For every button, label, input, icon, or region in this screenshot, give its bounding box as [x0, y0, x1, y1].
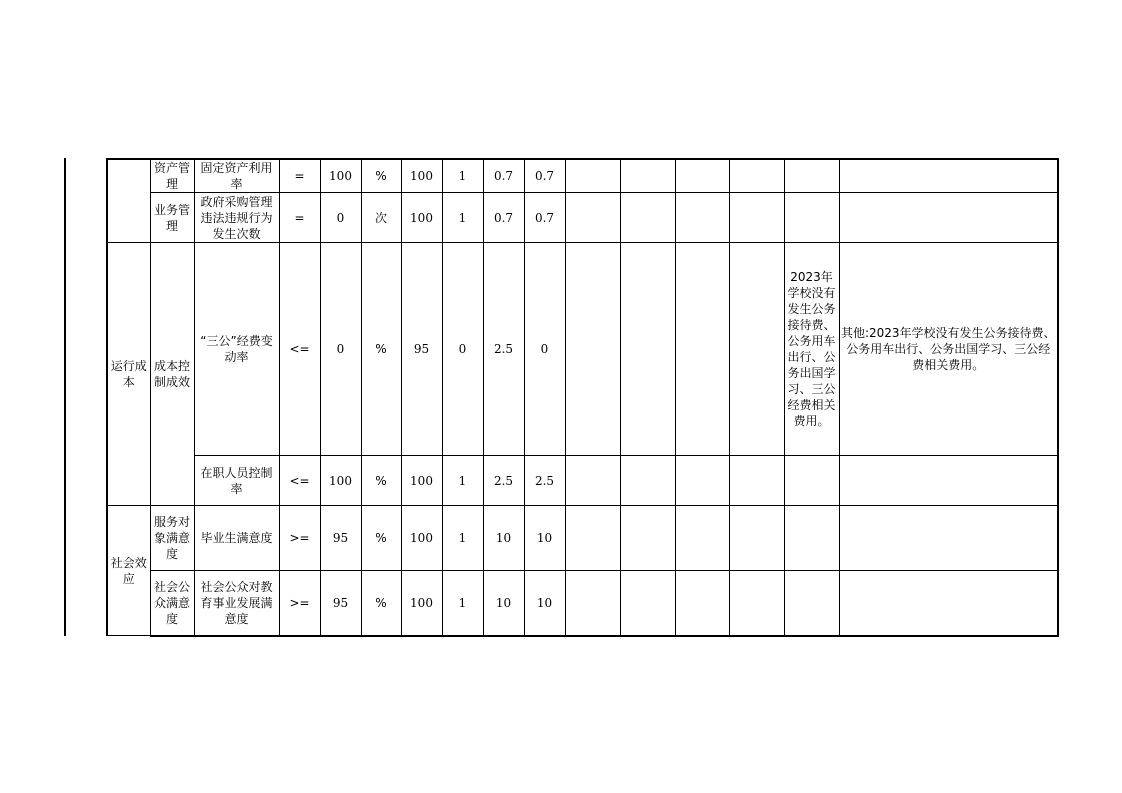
reason-cell: 2023年学校没有发生公务接待费、公务用车出行、公务出国学习、三公经费相关费用。	[784, 243, 839, 456]
remark-cell	[839, 193, 1058, 243]
score-cell: 2.5	[524, 456, 565, 506]
score-cell: 0	[524, 243, 565, 456]
actual-cell: 100	[401, 159, 442, 193]
operator-cell: <=	[279, 456, 320, 506]
empty-cell	[620, 159, 675, 193]
reason-cell	[784, 571, 839, 636]
indicator-cell: 在职人员控制率	[194, 456, 279, 506]
empty-cell	[620, 243, 675, 456]
actual-cell: 100	[401, 193, 442, 243]
empty-cell	[620, 456, 675, 506]
empty-cell	[620, 193, 675, 243]
performance-indicator-table	[106, 158, 1059, 637]
reason-cell	[784, 456, 839, 506]
remark-cell	[839, 159, 1058, 193]
ratio-cell: 1	[442, 571, 483, 636]
empty-cell	[729, 456, 784, 506]
level1-cell: 社会效应	[107, 506, 150, 636]
operator-cell: <=	[279, 243, 320, 456]
reason-cell	[784, 506, 839, 571]
empty-cell	[675, 193, 729, 243]
ratio-cell: 1	[442, 506, 483, 571]
empty-cell	[620, 571, 675, 636]
score-cell: 0.7	[524, 193, 565, 243]
operator-cell: =	[279, 159, 320, 193]
ratio-cell: 1	[442, 193, 483, 243]
indicator-cell: “三公”经费变动率	[194, 243, 279, 456]
target-cell: 95	[320, 571, 361, 636]
actual-cell: 100	[401, 456, 442, 506]
indicator-cell: 固定资产利用率	[194, 159, 279, 193]
empty-cell	[729, 506, 784, 571]
actual-cell: 100	[401, 506, 442, 571]
score-cell: 10	[524, 571, 565, 636]
target-cell: 0	[320, 243, 361, 456]
score-cell: 10	[524, 506, 565, 571]
table-row	[107, 193, 1058, 243]
remark-cell	[839, 456, 1058, 506]
unit-cell: %	[361, 571, 401, 636]
empty-cell	[675, 243, 729, 456]
empty-cell	[675, 159, 729, 193]
weight-cell: 10	[483, 506, 524, 571]
operator-cell: >=	[279, 571, 320, 636]
empty-cell	[729, 243, 784, 456]
reason-cell	[784, 193, 839, 243]
unit-cell: %	[361, 243, 401, 456]
operator-cell: >=	[279, 506, 320, 571]
ratio-cell: 1	[442, 456, 483, 506]
table-row	[107, 506, 1058, 571]
empty-cell	[565, 456, 620, 506]
ratio-cell: 0	[442, 243, 483, 456]
table-row	[107, 159, 1058, 193]
remark-cell: 其他:2023年学校没有发生公务接待费、公务用车出行、公务出国学习、三公经费相关费用。	[839, 243, 1058, 456]
level2-cell: 成本控制成效	[150, 243, 194, 506]
reason-cell	[784, 159, 839, 193]
target-cell: 95	[320, 506, 361, 571]
target-cell: 100	[320, 159, 361, 193]
empty-cell	[565, 159, 620, 193]
empty-cell	[675, 506, 729, 571]
unit-cell: %	[361, 456, 401, 506]
operator-cell: =	[279, 193, 320, 243]
indicator-cell: 社会公众对教育事业发展满意度	[194, 571, 279, 636]
empty-cell	[565, 571, 620, 636]
remark-cell	[839, 506, 1058, 571]
level1-cell: 运行成本	[107, 243, 150, 506]
ratio-cell: 1	[442, 159, 483, 193]
empty-cell	[729, 193, 784, 243]
empty-cell	[675, 571, 729, 636]
empty-cell	[565, 506, 620, 571]
unit-cell: %	[361, 159, 401, 193]
unit-cell: 次	[361, 193, 401, 243]
target-cell: 0	[320, 193, 361, 243]
indicator-cell: 毕业生满意度	[194, 506, 279, 571]
actual-cell: 100	[401, 571, 442, 636]
table-row	[107, 243, 1058, 456]
left-border-line	[64, 158, 66, 636]
empty-cell	[565, 243, 620, 456]
target-cell: 100	[320, 456, 361, 506]
weight-cell: 10	[483, 571, 524, 636]
weight-cell: 0.7	[483, 159, 524, 193]
level1-cell-empty	[107, 159, 150, 243]
level2-cell: 业务管理	[150, 193, 194, 243]
table-row	[107, 571, 1058, 636]
weight-cell: 2.5	[483, 456, 524, 506]
actual-cell: 95	[401, 243, 442, 456]
level2-cell: 服务对象满意度	[150, 506, 194, 571]
indicator-cell: 政府采购管理违法违规行为发生次数	[194, 193, 279, 243]
empty-cell	[675, 456, 729, 506]
weight-cell: 2.5	[483, 243, 524, 456]
unit-cell: %	[361, 506, 401, 571]
level2-cell: 社会公众满意度	[150, 571, 194, 636]
remark-cell	[839, 571, 1058, 636]
score-cell: 0.7	[524, 159, 565, 193]
empty-cell	[565, 193, 620, 243]
empty-cell	[620, 506, 675, 571]
table-row	[107, 456, 1058, 506]
weight-cell: 0.7	[483, 193, 524, 243]
level2-cell: 资产管理	[150, 159, 194, 193]
empty-cell	[729, 571, 784, 636]
empty-cell	[729, 159, 784, 193]
